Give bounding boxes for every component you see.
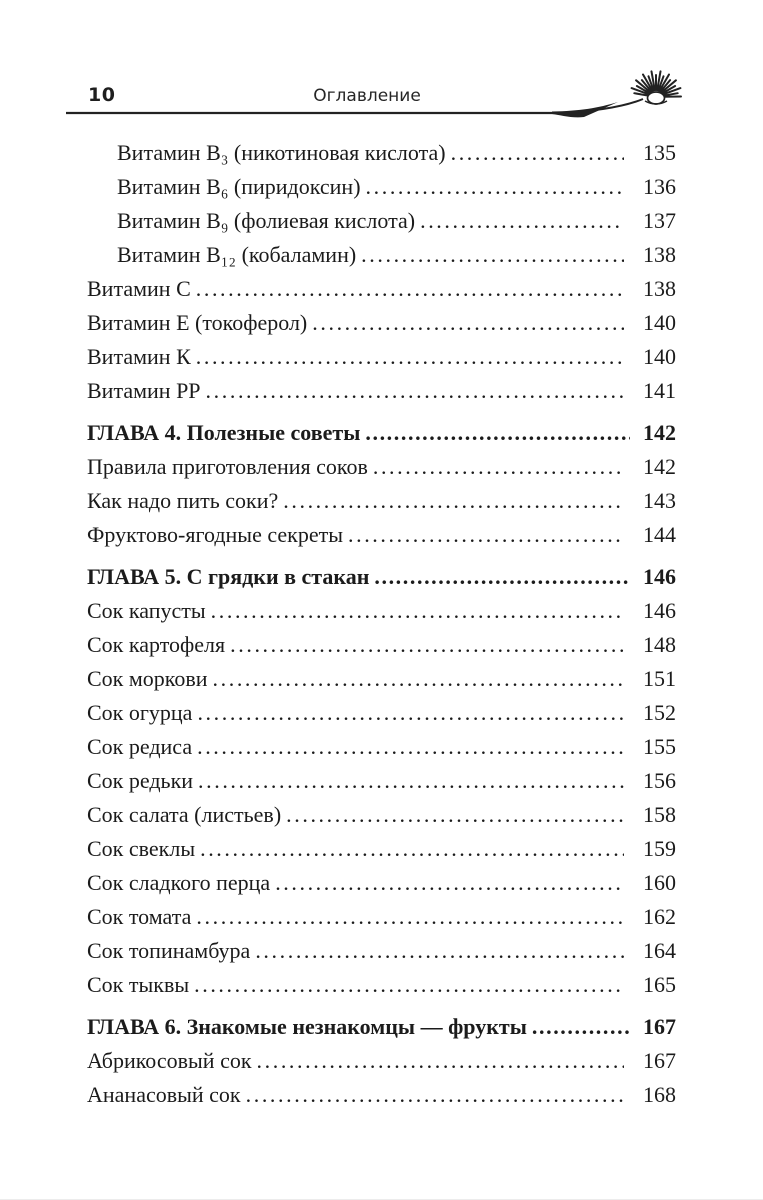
flower-center — [648, 92, 665, 104]
toc-entry-label: Витамин В₁₂ (кобаламин) — [117, 242, 357, 267]
toc-chapter-page: 142 — [643, 420, 676, 445]
toc-leader-dots — [246, 1078, 624, 1112]
toc-entry-row — [87, 1044, 676, 1078]
toc-entry-label: Витамин Е (токоферол) — [87, 310, 308, 335]
toc-leader-dots — [206, 374, 624, 408]
toc-entry-label: Сок свеклы — [87, 836, 196, 861]
toc-leader-dots — [200, 832, 624, 866]
toc-entry-page: 140 — [643, 344, 676, 369]
toc-entry-label: Абрикосовый сок — [87, 1048, 252, 1073]
toc-entry-row — [87, 518, 676, 552]
toc-entry-label: Витамин В₆ (пиридоксин) — [117, 174, 361, 199]
toc-entry-row — [87, 900, 676, 934]
toc-entry-row — [87, 272, 676, 306]
toc-entry-label: Как надо пить соки? — [87, 488, 279, 513]
toc-entry-row — [87, 484, 676, 518]
toc-entry-label: Витамин В₉ (фолиевая кислота) — [117, 208, 416, 233]
toc-entry-page: 144 — [643, 522, 676, 547]
toc-chapter-label: ГЛАВА 6. Знакомые незнакомцы — фрукты — [87, 1014, 527, 1039]
toc-chapter-row — [87, 560, 676, 594]
toc-entry-page: 146 — [643, 598, 676, 623]
toc-leader-dots — [255, 934, 624, 968]
toc-entry-row — [87, 374, 676, 408]
toc-entry-page: 141 — [643, 378, 676, 403]
toc-entry-page: 151 — [643, 666, 676, 691]
toc-list — [87, 136, 676, 1112]
toc-entry-label: Сок капусты — [87, 598, 206, 623]
toc-entry-row — [87, 450, 676, 484]
toc-entry-page: 156 — [643, 768, 676, 793]
toc-entry-page: 158 — [643, 802, 676, 827]
toc-entry-row — [87, 696, 676, 730]
toc-entry-row — [87, 238, 676, 272]
toc-chapter-label: ГЛАВА 4. Полезные советы — [87, 420, 361, 445]
toc-entry-page: 162 — [643, 904, 676, 929]
toc-leader-dots — [196, 340, 624, 374]
toc-leader-dots — [230, 628, 624, 662]
toc-entry-label: Сок редиса — [87, 734, 193, 759]
toc-entry-page: 160 — [643, 870, 676, 895]
toc-leader-dots — [365, 416, 630, 450]
toc-leader-dots — [361, 238, 624, 272]
toc-entry-row — [87, 934, 676, 968]
toc-entry-label: Сок тыквы — [87, 972, 190, 997]
toc-entry-row — [87, 136, 676, 170]
toc-leader-dots — [197, 696, 624, 730]
toc-chapter-page: 167 — [643, 1014, 676, 1039]
toc-entry-row — [87, 866, 676, 900]
toc-chapter-row — [87, 416, 676, 450]
toc-entry-label: Сок топинамбура — [87, 938, 251, 963]
toc-entry-page: 167 — [643, 1048, 676, 1073]
toc-entry-page: 142 — [643, 454, 676, 479]
toc-entry-page: 148 — [643, 632, 676, 657]
toc-entry-page: 165 — [643, 972, 676, 997]
toc-leader-dots — [366, 170, 624, 204]
toc-entry-label: Правила приготовления соков — [87, 454, 368, 479]
toc-entry-row — [87, 628, 676, 662]
toc-entry-row — [87, 764, 676, 798]
toc-chapter-row — [87, 1010, 676, 1044]
toc-entry-label: Сок томата — [87, 904, 192, 929]
header-rule-swash — [552, 102, 618, 117]
toc-leader-dots — [420, 204, 624, 238]
toc-entry-row — [87, 340, 676, 374]
toc-entry-page: 164 — [643, 938, 676, 963]
toc-entry-page: 138 — [643, 276, 676, 301]
toc-leader-dots — [348, 518, 624, 552]
toc-entry-label: Сок салата (листьев) — [87, 802, 282, 827]
page-number: 10 — [88, 84, 116, 106]
toc-entry-row — [87, 306, 676, 340]
toc-chapter-page: 146 — [643, 564, 676, 589]
toc-entry-page: 152 — [643, 700, 676, 725]
toc-leader-dots — [196, 272, 624, 306]
toc-leader-dots — [211, 594, 624, 628]
toc-entry-page: 168 — [643, 1082, 676, 1107]
toc-entry-row — [87, 662, 676, 696]
toc-entry-row — [87, 594, 676, 628]
toc-entry-label: Витамин В₃ (никотиновая кислота) — [117, 140, 446, 165]
toc-entry-page: 136 — [643, 174, 676, 199]
toc-leader-dots — [283, 484, 624, 518]
toc-entry-page: 155 — [643, 734, 676, 759]
toc-entry-page: 138 — [643, 242, 676, 267]
toc-leader-dots — [196, 900, 624, 934]
toc-leader-dots — [257, 1044, 624, 1078]
toc-leader-dots — [373, 450, 624, 484]
toc-entry-row — [87, 204, 676, 238]
toc-entry-label: Сок редьки — [87, 768, 194, 793]
toc-entry-label: Сок огурца — [87, 700, 193, 725]
toc-entry-label: Витамин С — [87, 276, 191, 301]
toc-leader-dots — [194, 968, 624, 1002]
toc-entry-label: Фруктово-ягодные секреты — [87, 522, 343, 547]
toc-leader-dots — [374, 560, 630, 594]
toc-leader-dots — [312, 306, 624, 340]
toc-leader-dots — [451, 136, 624, 170]
running-head-title: Оглавление — [313, 86, 421, 106]
toc-entry-label: Ананасовый сок — [87, 1082, 241, 1107]
toc-leader-dots — [275, 866, 624, 900]
toc-entry-page: 143 — [643, 488, 676, 513]
toc-leader-dots — [198, 764, 624, 798]
toc-entry-page: 137 — [643, 208, 676, 233]
toc-entry-page: 159 — [643, 836, 676, 861]
toc-entry-label: Сок моркови — [87, 666, 208, 691]
toc-leader-dots — [197, 730, 624, 764]
toc-chapter-label: ГЛАВА 5. С грядки в стакан — [87, 564, 370, 589]
toc-entry-row — [87, 832, 676, 866]
toc-entry-page: 140 — [643, 310, 676, 335]
toc-entry-row — [87, 170, 676, 204]
toc-entry-label: Витамин РР — [87, 378, 201, 403]
toc-entry-label: Витамин К — [87, 344, 191, 369]
toc-entry-page: 135 — [643, 140, 676, 165]
toc-entry-row — [87, 798, 676, 832]
toc-entry-label: Сок картофеля — [87, 632, 226, 657]
toc-entry-row — [87, 730, 676, 764]
toc-leader-dots — [286, 798, 624, 832]
toc-entry-row — [87, 1078, 676, 1112]
sunflower-icon — [0, 56, 763, 120]
toc-leader-dots — [213, 662, 624, 696]
toc-leader-dots — [532, 1010, 630, 1044]
toc-entry-label: Сок сладкого перца — [87, 870, 271, 895]
toc-entry-row — [87, 968, 676, 1002]
